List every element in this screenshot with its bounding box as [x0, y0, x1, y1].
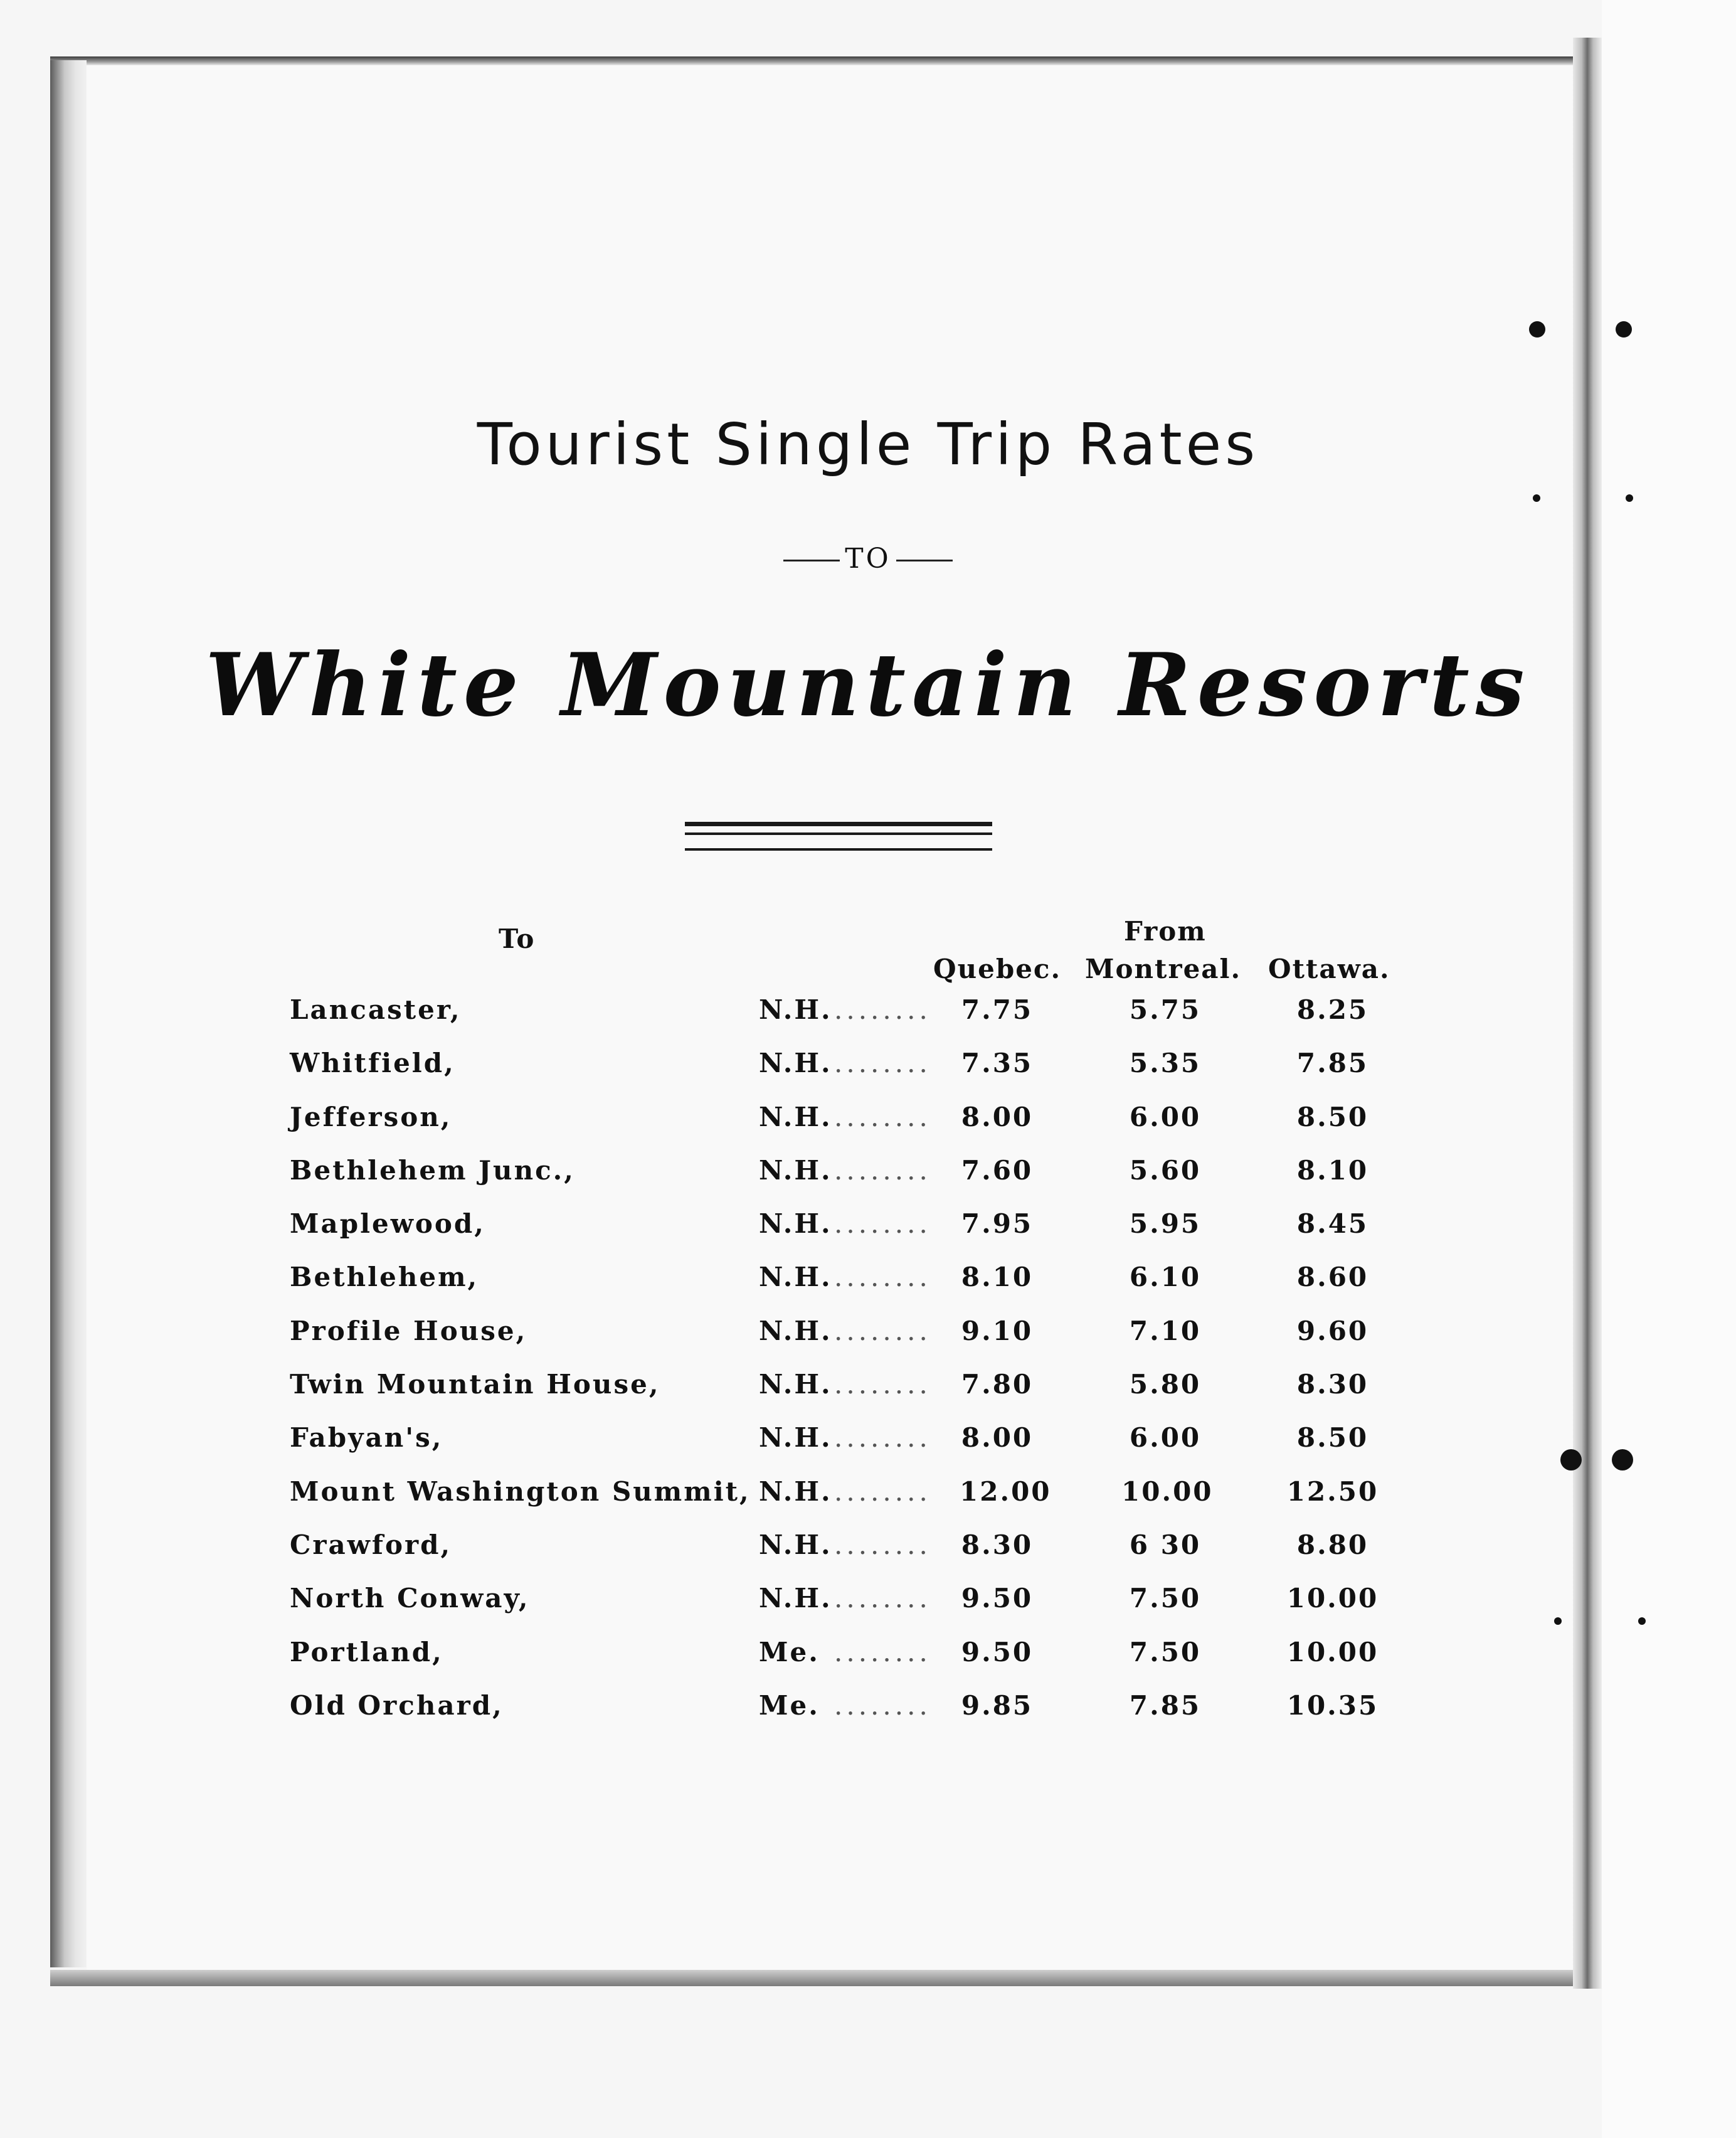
rate-quebec: 7.80 [961, 1369, 1034, 1400]
leader-dots: ........ [834, 1369, 931, 1400]
rate-montreal: 7.50 [1129, 1583, 1202, 1614]
connector-text: TO [845, 543, 891, 575]
page-title: Tourist Single Trip Rates [477, 411, 1259, 478]
rate-ottawa: 8.25 [1296, 994, 1369, 1025]
rate-montreal: 7.85 [1129, 1689, 1202, 1721]
rate-quebec: 8.00 [961, 1422, 1034, 1454]
rates-table [0, 994, 1736, 1743]
destination-name: Whitfield, [290, 1048, 455, 1079]
rate-quebec: 9.10 [961, 1315, 1034, 1346]
state-abbrev: N.H. [759, 1422, 832, 1454]
leader-dots: ........ [834, 1208, 931, 1240]
binding-hole-mark [1626, 494, 1633, 502]
state-abbrev: Me. [759, 1689, 820, 1721]
rate-quebec: 7.60 [961, 1154, 1034, 1186]
header-montreal: Montreal. [1085, 954, 1242, 984]
rate-montreal: 5.75 [1129, 994, 1202, 1025]
table-row [0, 1155, 1736, 1208]
rate-montreal: 7.10 [1129, 1315, 1202, 1346]
destination-name: Fabyan's, [290, 1422, 443, 1454]
page-subtitle: White Mountain Resorts [205, 634, 1531, 736]
leader-dots: ........ [834, 1583, 931, 1614]
destination-name: Old Orchard, [290, 1689, 504, 1721]
destination-name: Mount Washington Summit, [290, 1476, 751, 1507]
destination-name: Jefferson, [290, 1101, 452, 1132]
destination-name: North Conway, [290, 1583, 530, 1614]
rate-montreal: 5.60 [1129, 1154, 1202, 1186]
rate-montreal: 5.95 [1129, 1208, 1202, 1240]
rate-ottawa: 8.60 [1296, 1262, 1369, 1293]
leader-dots: ........ [834, 1262, 931, 1293]
table-row [0, 1583, 1736, 1636]
rate-quebec: 8.30 [961, 1529, 1034, 1560]
leader-dots: ........ [834, 1101, 931, 1132]
page-top-edge [50, 56, 1580, 65]
rate-montreal: 6.00 [1129, 1101, 1202, 1132]
leader-dots: ........ [834, 1529, 931, 1560]
state-abbrev: N.H. [759, 1315, 832, 1346]
header-ottawa: Ottawa. [1268, 954, 1390, 984]
destination-name: Profile House, [290, 1315, 527, 1346]
destination-name: Lancaster, [290, 994, 462, 1025]
binding-hole-mark [1533, 494, 1540, 502]
table-row [0, 1637, 1736, 1690]
rate-quebec: 8.10 [961, 1262, 1034, 1293]
rate-ottawa: 8.50 [1296, 1422, 1369, 1454]
table-row [0, 1690, 1736, 1743]
table-row [0, 1048, 1736, 1101]
rate-quebec: 9.50 [961, 1636, 1034, 1667]
header-from: From [1124, 916, 1207, 947]
state-abbrev: N.H. [759, 1208, 832, 1240]
leader-dots: ........ [834, 1476, 931, 1507]
table-row [0, 1422, 1736, 1476]
table-row [0, 1529, 1736, 1583]
state-abbrev: N.H. [759, 1048, 832, 1079]
leader-dots: ........ [834, 994, 931, 1025]
rate-ottawa: 10.00 [1286, 1583, 1379, 1614]
connector-rule-right [896, 560, 953, 561]
state-abbrev: Me. [759, 1636, 820, 1667]
rate-ottawa: 8.80 [1296, 1529, 1369, 1560]
rate-ottawa: 9.60 [1296, 1315, 1369, 1346]
leader-dots: ........ [834, 1315, 931, 1346]
rate-montreal: 7.50 [1129, 1636, 1202, 1667]
leader-dots: ........ [834, 1154, 931, 1186]
rate-ottawa: 8.50 [1296, 1101, 1369, 1132]
state-abbrev: N.H. [759, 1476, 832, 1507]
table-row [0, 994, 1736, 1048]
leader-dots: ........ [834, 1422, 931, 1454]
rate-ottawa: 10.35 [1286, 1689, 1379, 1721]
destination-name: Maplewood, [290, 1208, 485, 1240]
rate-montreal: 6.10 [1129, 1262, 1202, 1293]
rate-montreal: 10.00 [1121, 1476, 1214, 1507]
rate-quebec: 7.35 [961, 1048, 1034, 1079]
rate-quebec: 9.50 [961, 1583, 1034, 1614]
rate-montreal: 5.80 [1129, 1369, 1202, 1400]
table-row [0, 1208, 1736, 1262]
rate-ottawa: 8.10 [1296, 1154, 1369, 1186]
header-to: To [499, 923, 536, 954]
destination-name: Bethlehem, [290, 1262, 479, 1293]
rate-quebec: 8.00 [961, 1101, 1034, 1132]
destination-name: Crawford, [290, 1529, 452, 1560]
rate-ottawa: 10.00 [1286, 1636, 1379, 1667]
destination-name: Twin Mountain House, [290, 1369, 660, 1400]
decorative-double-rule [685, 822, 992, 851]
table-row [0, 1476, 1736, 1529]
rate-quebec: 12.00 [960, 1476, 1052, 1507]
binding-hole-mark [1529, 321, 1545, 338]
binding-hole-mark [1616, 321, 1632, 338]
page-bottom-edge [50, 1970, 1618, 1986]
connector-rule-left [783, 560, 840, 561]
state-abbrev: N.H. [759, 1101, 832, 1132]
leader-dots: ........ [834, 1636, 931, 1667]
state-abbrev: N.H. [759, 994, 832, 1025]
rate-montreal: 5.35 [1129, 1048, 1202, 1079]
table-row [0, 1102, 1736, 1155]
rate-quebec: 7.95 [961, 1208, 1034, 1240]
table-row [0, 1369, 1736, 1422]
rate-ottawa: 8.45 [1296, 1208, 1369, 1240]
state-abbrev: N.H. [759, 1583, 832, 1614]
rate-montreal: 6.00 [1129, 1422, 1202, 1454]
connector-line [0, 543, 1736, 575]
state-abbrev: N.H. [759, 1529, 832, 1560]
table-row [0, 1262, 1736, 1315]
table-row [0, 1316, 1736, 1369]
state-abbrev: N.H. [759, 1262, 832, 1293]
leader-dots: ........ [834, 1689, 931, 1721]
state-abbrev: N.H. [759, 1369, 832, 1400]
state-abbrev: N.H. [759, 1154, 832, 1186]
rate-montreal: 6 30 [1129, 1529, 1202, 1560]
rate-quebec: 9.85 [961, 1689, 1034, 1721]
rate-quebec: 7.75 [961, 994, 1034, 1025]
rate-ottawa: 12.50 [1286, 1476, 1379, 1507]
rate-ottawa: 8.30 [1296, 1369, 1369, 1400]
destination-name: Bethlehem Junc., [290, 1154, 575, 1186]
header-quebec: Quebec. [933, 954, 1062, 984]
leader-dots: ........ [834, 1048, 931, 1079]
destination-name: Portland, [290, 1636, 443, 1667]
rate-ottawa: 7.85 [1296, 1048, 1369, 1079]
